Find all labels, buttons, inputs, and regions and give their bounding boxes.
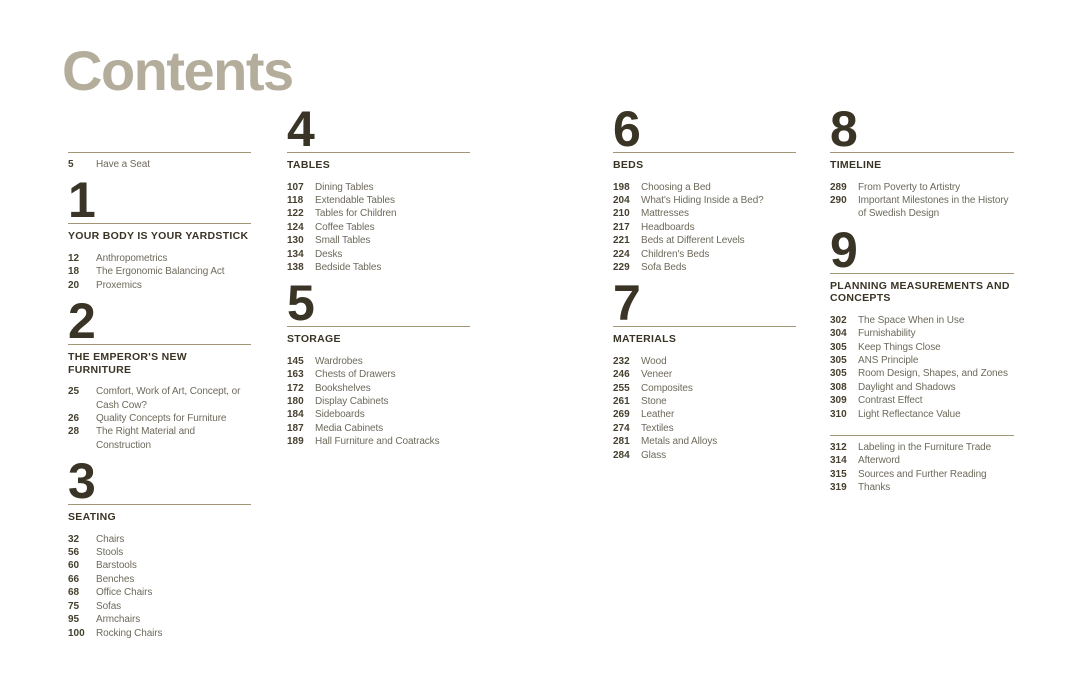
entry-title: Glass bbox=[641, 449, 667, 461]
toc-entry bbox=[613, 368, 796, 381]
entry-title: Furnishability bbox=[858, 328, 916, 340]
entry-title: Light Reflectance Value bbox=[858, 408, 961, 420]
toc-entry bbox=[68, 613, 251, 626]
entry-title: Thanks bbox=[858, 482, 891, 494]
entry-page-number: 224 bbox=[613, 248, 630, 260]
toc-entry bbox=[68, 265, 251, 278]
toc-entry bbox=[287, 207, 470, 220]
entry-title: Stools bbox=[96, 547, 124, 559]
toc-entry bbox=[613, 248, 796, 261]
toc-entry bbox=[830, 408, 1014, 421]
section-rule bbox=[830, 152, 1014, 153]
entry-page-number: 304 bbox=[830, 328, 847, 340]
entry-title: What's Hiding Inside a Bed? bbox=[641, 194, 764, 206]
entry-page-number: 246 bbox=[613, 369, 630, 381]
toc-entry bbox=[287, 221, 470, 234]
toc-section bbox=[287, 101, 470, 274]
entry-page-number: 187 bbox=[287, 422, 304, 434]
toc-entry bbox=[613, 382, 796, 395]
toc-entry bbox=[287, 355, 470, 368]
entry-title: Sofas bbox=[96, 600, 122, 612]
toc-entry bbox=[68, 425, 251, 452]
entry-title: Contrast Effect bbox=[858, 395, 923, 407]
toc-entry bbox=[68, 627, 251, 640]
section-number: 5 bbox=[287, 275, 314, 332]
section-rule bbox=[613, 326, 796, 327]
toc-entry bbox=[613, 221, 796, 234]
entry-page-number: 189 bbox=[287, 436, 304, 448]
toc-entry bbox=[68, 600, 251, 613]
toc-entry bbox=[287, 194, 470, 207]
entry-page-number: 75 bbox=[68, 600, 80, 612]
toc-entry bbox=[830, 441, 1014, 454]
entry-page-number: 305 bbox=[830, 341, 847, 353]
section-rule bbox=[287, 326, 470, 327]
toc-entry bbox=[613, 395, 796, 408]
toc-entry bbox=[830, 181, 1014, 194]
entry-page-number: 180 bbox=[287, 396, 304, 408]
toc-entry bbox=[613, 207, 796, 220]
entry-title: Afterword bbox=[858, 455, 900, 467]
toc-entry bbox=[613, 234, 796, 247]
toc-entry bbox=[287, 382, 470, 395]
entry-title: Children's Beds bbox=[641, 248, 710, 260]
entry-title: Proxemics bbox=[96, 279, 142, 291]
entry-page-number: 305 bbox=[830, 354, 847, 366]
section-rule bbox=[68, 504, 251, 505]
section-heading: TIMELINE bbox=[830, 159, 882, 171]
entry-page-number: 5 bbox=[68, 159, 74, 170]
entry-title: Sources and Further Reading bbox=[858, 468, 987, 480]
entry-title: Sofa Beds bbox=[641, 261, 687, 273]
entry-page-number: 232 bbox=[613, 355, 630, 367]
section-heading: PLANNING MEASUREMENTS AND CONCEPTS bbox=[830, 279, 1010, 305]
column-3 bbox=[613, 100, 796, 470]
entry-title: The Right Material and Construction bbox=[96, 426, 195, 451]
entry-page-number: 290 bbox=[830, 194, 847, 206]
entry-page-number: 184 bbox=[287, 409, 304, 421]
entry-page-number: 221 bbox=[613, 235, 630, 247]
entry-list bbox=[68, 158, 251, 171]
toc-entry bbox=[287, 368, 470, 381]
entry-page-number: 281 bbox=[613, 436, 630, 448]
section-number: 1 bbox=[68, 172, 95, 229]
toc-entry bbox=[830, 327, 1014, 340]
entry-title: Stone bbox=[641, 396, 667, 408]
entry-page-number: 261 bbox=[613, 396, 630, 408]
entry-title: Labeling in the Furniture Trade bbox=[858, 441, 992, 453]
section-rule bbox=[830, 273, 1014, 274]
entry-page-number: 66 bbox=[68, 573, 80, 585]
toc-list bbox=[830, 435, 1014, 495]
entry-page-number: 163 bbox=[287, 369, 304, 381]
entry-page-number: 122 bbox=[287, 208, 304, 220]
entry-page-number: 289 bbox=[830, 181, 847, 193]
section-number: 2 bbox=[68, 293, 95, 350]
section-rule bbox=[613, 152, 796, 153]
entry-page-number: 107 bbox=[287, 181, 304, 193]
section-number: 4 bbox=[287, 101, 314, 157]
entry-title: Important Milestones in the History of Swedish Design bbox=[858, 194, 1009, 220]
entry-page-number: 305 bbox=[830, 368, 847, 380]
toc-entry bbox=[830, 314, 1014, 327]
toc-entry bbox=[287, 395, 470, 408]
entry-title: The Space When in Use bbox=[858, 314, 965, 326]
section-rule bbox=[68, 223, 251, 224]
page-title: Contents bbox=[62, 39, 293, 102]
section-number: 8 bbox=[830, 101, 857, 157]
entry-title: Chests of Drawers bbox=[315, 369, 396, 381]
entry-title: Daylight and Shadows bbox=[858, 381, 956, 393]
entry-title: Extendable Tables bbox=[315, 194, 395, 206]
toc-entry bbox=[613, 422, 796, 435]
entry-title: Coffee Tables bbox=[315, 221, 375, 233]
entry-title: ANS Principle bbox=[858, 354, 919, 366]
entry-title: Bookshelves bbox=[315, 382, 371, 394]
entry-title: Choosing a Bed bbox=[641, 181, 711, 193]
entry-title: Headboards bbox=[641, 221, 695, 233]
toc-entry bbox=[830, 367, 1014, 380]
entry-title: Armchairs bbox=[96, 614, 141, 626]
toc-entry bbox=[613, 449, 796, 462]
column-2 bbox=[287, 100, 470, 457]
entry-title: Comfort, Work of Art, Concept, or Cash Cow? bbox=[96, 386, 241, 411]
entry-list bbox=[613, 181, 796, 275]
toc-entry bbox=[287, 234, 470, 247]
entry-page-number: 309 bbox=[830, 395, 847, 407]
toc-entry bbox=[613, 408, 796, 421]
entry-list bbox=[287, 355, 470, 449]
section-number: 3 bbox=[68, 453, 95, 510]
entry-page-number: 56 bbox=[68, 547, 80, 559]
toc-entry bbox=[68, 385, 251, 412]
section-number: 6 bbox=[613, 101, 640, 157]
entry-page-number: 25 bbox=[68, 386, 80, 398]
toc-entry bbox=[68, 533, 251, 546]
entry-page-number: 210 bbox=[613, 208, 630, 220]
entry-title: From Poverty to Artistry bbox=[858, 181, 961, 193]
section-heading: BEDS bbox=[613, 159, 644, 171]
entry-page-number: 315 bbox=[830, 468, 847, 480]
entry-title: Textiles bbox=[641, 422, 674, 434]
section-rule bbox=[68, 344, 251, 345]
entry-title: Tables for Children bbox=[315, 208, 397, 220]
entry-page-number: 302 bbox=[830, 314, 847, 326]
toc-entry bbox=[613, 194, 796, 207]
toc-entry bbox=[287, 435, 470, 448]
section-heading: STORAGE bbox=[287, 333, 341, 346]
entry-title: Benches bbox=[96, 573, 135, 585]
entry-title: Room Design, Shapes, and Zones bbox=[858, 368, 1008, 380]
entry-page-number: 319 bbox=[830, 482, 847, 494]
entry-list bbox=[830, 181, 1014, 221]
entry-page-number: 100 bbox=[68, 627, 85, 639]
entry-page-number: 68 bbox=[68, 587, 80, 599]
toc-entry bbox=[287, 408, 470, 421]
toc-entry bbox=[830, 394, 1014, 407]
toc-entry bbox=[287, 422, 470, 435]
entry-title: Desks bbox=[315, 248, 343, 260]
entry-list bbox=[68, 252, 251, 292]
entry-title: Rocking Chairs bbox=[96, 627, 163, 639]
entry-title: Dining Tables bbox=[315, 181, 374, 193]
section-heading: THE EMPEROR'S NEW FURNITURE bbox=[68, 351, 188, 376]
entry-page-number: 172 bbox=[287, 382, 304, 394]
toc-entry bbox=[68, 546, 251, 559]
entry-page-number: 118 bbox=[287, 194, 304, 206]
toc-entry bbox=[68, 252, 251, 265]
toc-section bbox=[68, 453, 251, 640]
section-heading: YOUR BODY IS YOUR YARDSTICK bbox=[68, 230, 249, 243]
entry-page-number: 145 bbox=[287, 355, 304, 367]
toc-entry bbox=[830, 454, 1014, 467]
toc-entry bbox=[287, 261, 470, 274]
entry-title: Veneer bbox=[641, 369, 673, 381]
toc-entry bbox=[613, 181, 796, 194]
toc-entry bbox=[830, 381, 1014, 394]
section-number: 7 bbox=[613, 275, 640, 332]
entry-title: The Ergonomic Balancing Act bbox=[96, 266, 225, 278]
entry-list bbox=[68, 385, 251, 452]
section-rule bbox=[830, 435, 1014, 436]
toc-section bbox=[830, 101, 1014, 221]
entry-title: Anthropometrics bbox=[96, 252, 168, 264]
entry-title: Metals and Alloys bbox=[641, 436, 718, 448]
entry-title: Beds at Different Levels bbox=[641, 235, 745, 247]
entry-title: Composites bbox=[641, 382, 693, 394]
entry-title: Small Tables bbox=[315, 235, 371, 247]
entry-title: Wood bbox=[641, 355, 667, 367]
entry-page-number: 229 bbox=[613, 261, 630, 273]
entry-title: Have a Seat bbox=[96, 159, 150, 170]
entry-title: Media Cabinets bbox=[315, 422, 384, 434]
entry-page-number: 308 bbox=[830, 381, 847, 393]
column-1 bbox=[68, 152, 251, 648]
entry-page-number: 310 bbox=[830, 408, 847, 420]
entry-page-number: 95 bbox=[68, 614, 80, 626]
entry-title: Bedside Tables bbox=[315, 261, 382, 273]
entry-page-number: 32 bbox=[68, 533, 80, 545]
entry-page-number: 60 bbox=[68, 560, 80, 572]
entry-page-number: 134 bbox=[287, 248, 304, 260]
entry-page-number: 124 bbox=[287, 221, 304, 233]
entry-page-number: 284 bbox=[613, 449, 630, 461]
toc-entry bbox=[68, 586, 251, 599]
toc-entry bbox=[613, 355, 796, 368]
entry-title: Hall Furniture and Coatracks bbox=[315, 436, 440, 448]
column-4 bbox=[830, 100, 1014, 503]
entry-page-number: 20 bbox=[68, 279, 80, 291]
entry-title: Leather bbox=[641, 409, 675, 421]
entry-list bbox=[830, 314, 1014, 421]
entry-title: Display Cabinets bbox=[315, 396, 389, 408]
toc-section bbox=[613, 101, 796, 274]
entry-page-number: 26 bbox=[68, 412, 80, 424]
entry-list bbox=[830, 441, 1014, 495]
section-heading: MATERIALS bbox=[613, 333, 677, 346]
entry-page-number: 217 bbox=[613, 221, 630, 233]
toc-entry bbox=[287, 248, 470, 261]
toc-entry bbox=[68, 279, 251, 292]
entry-page-number: 12 bbox=[68, 252, 80, 264]
toc-entry bbox=[68, 559, 251, 572]
section-rule bbox=[287, 152, 470, 153]
entry-page-number: 312 bbox=[830, 441, 847, 453]
toc-section bbox=[68, 172, 251, 292]
toc-entry bbox=[830, 354, 1014, 367]
entry-title: Barstools bbox=[96, 560, 137, 572]
toc-entry bbox=[830, 468, 1014, 481]
toc-entry bbox=[830, 341, 1014, 354]
entry-page-number: 269 bbox=[613, 409, 630, 421]
toc-section bbox=[830, 221, 1014, 421]
section-heading: SEATING bbox=[68, 511, 116, 524]
toc-entry bbox=[68, 412, 251, 425]
entry-page-number: 314 bbox=[830, 455, 847, 467]
entry-list bbox=[287, 181, 470, 275]
entry-title: Mattresses bbox=[641, 208, 689, 220]
toc-entry bbox=[68, 573, 251, 586]
toc-section bbox=[68, 293, 251, 452]
entry-page-number: 204 bbox=[613, 194, 630, 206]
entry-title: Quality Concepts for Furniture bbox=[96, 412, 227, 424]
entry-page-number: 28 bbox=[68, 426, 80, 438]
toc-entry bbox=[830, 481, 1014, 494]
toc-entry bbox=[613, 435, 796, 448]
section-heading: TABLES bbox=[287, 159, 331, 171]
toc-list bbox=[68, 152, 251, 171]
entry-page-number: 198 bbox=[613, 181, 630, 193]
toc-entry bbox=[68, 158, 251, 171]
entry-list bbox=[613, 355, 796, 462]
toc-entry bbox=[287, 181, 470, 194]
entry-title: Sideboards bbox=[315, 409, 365, 421]
toc-section bbox=[613, 275, 796, 462]
toc-entry bbox=[613, 261, 796, 274]
toc-entry bbox=[830, 194, 1014, 221]
toc-section bbox=[287, 275, 470, 448]
entry-title: Keep Things Close bbox=[858, 341, 941, 353]
entry-page-number: 255 bbox=[613, 382, 630, 394]
entry-title: Office Chairs bbox=[96, 587, 153, 599]
entry-page-number: 138 bbox=[287, 261, 304, 273]
entry-page-number: 18 bbox=[68, 266, 80, 278]
section-rule bbox=[68, 152, 251, 153]
entry-page-number: 274 bbox=[613, 422, 630, 434]
entry-page-number: 130 bbox=[287, 235, 304, 247]
entry-list bbox=[68, 533, 251, 640]
section-number: 9 bbox=[830, 221, 857, 278]
entry-title: Wardrobes bbox=[315, 355, 363, 367]
entry-title: Chairs bbox=[96, 533, 125, 545]
